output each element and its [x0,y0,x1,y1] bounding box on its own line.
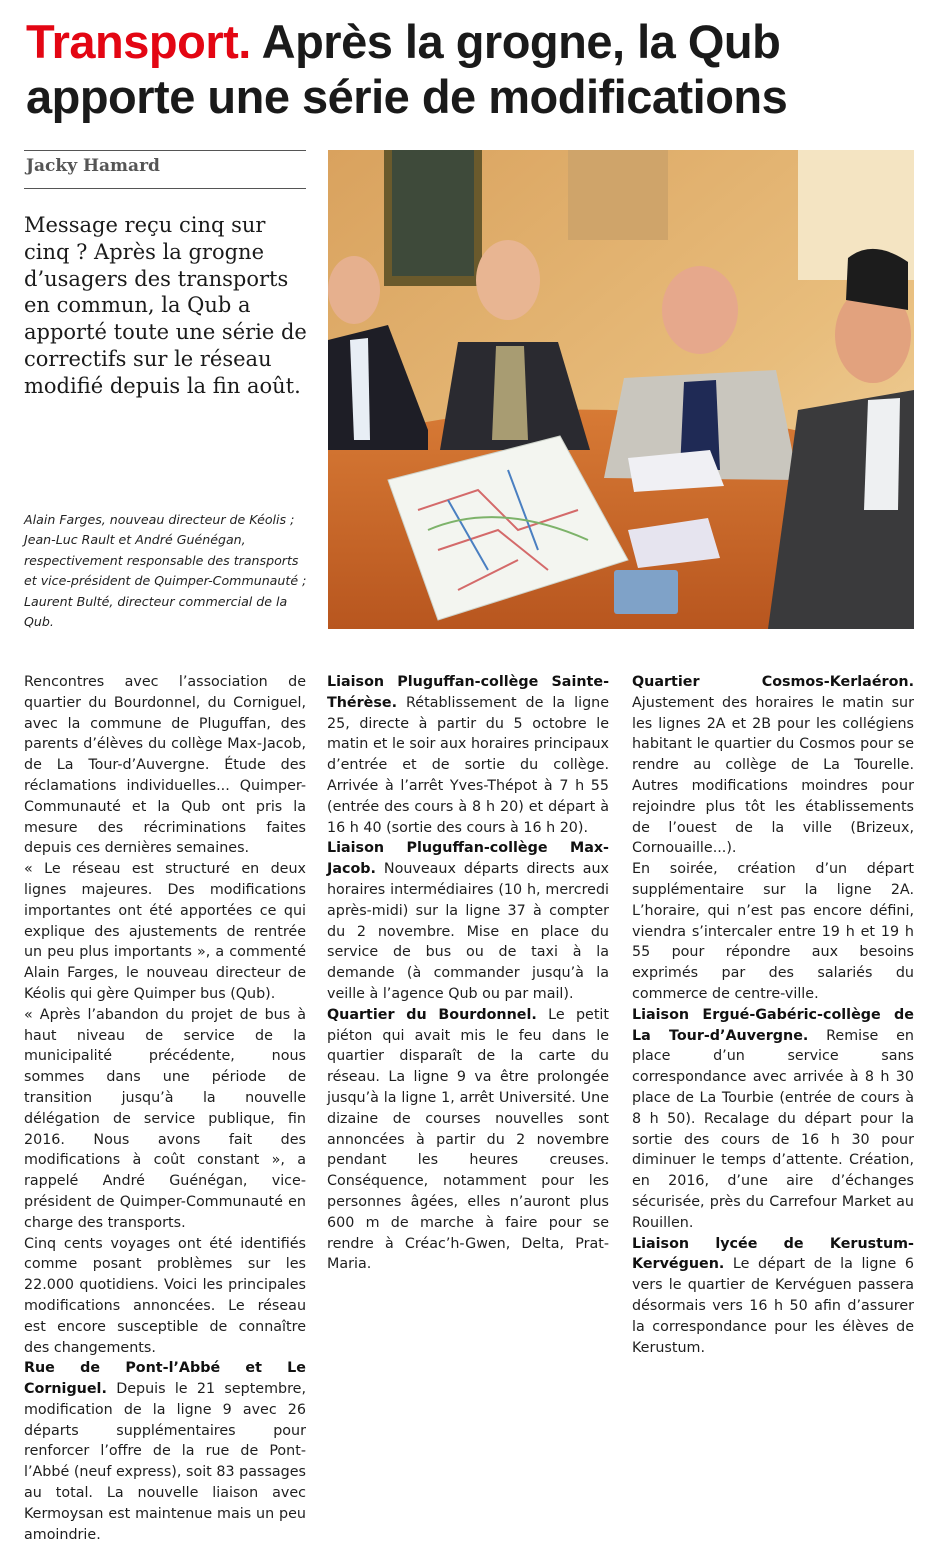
section-text: Remise en place d’un service sans correspondance avec arrivée à 8 h 30 place de La Tourbie (entrée de cours à 8 h 50). Recalage du départ pour la sortie des cours de 16 h 30 pour diminuer le temps d’attente. Création, en 2016, d’une aire d’échanges sécurisée, près du Carrefour Market au Rouillen. [632,1027,914,1231]
section-4 [327,1005,609,1275]
section-text: Nouveaux départs directs aux horaires intermédiaires (10 h, mercredi après-midi) sur la ligne 37 à compter du 2 novembre. Mise en place du service de bus ou de taxi à la demande (à commander jusqu’à la veille à l’agence Qub ou par mail). [327,861,610,1002]
section-text: Le départ de la ligne 6 vers le quartier de Kervéguen passera désormais vers 16 h 50 afin d’assurer la correspondance pour les élèves de Kerustum. [632,1256,914,1356]
headline [26,14,916,124]
section-heading: Liaison Pluguffan-collège Sainte-Thérèse. [327,674,609,711]
section-2 [327,672,609,838]
byline: Jacky Hamard [26,156,160,176]
article-photo [328,150,914,629]
section-1 [24,1358,306,1545]
section-heading: Liaison Pluguffan-collège Max-Jacob. [327,840,609,878]
section-heading: Rue de Pont-l’Abbé et Le Corniguel. [24,1360,306,1398]
column-1 [24,672,306,1545]
section-text: Depuis le 21 septembre, modification de la ligne 9 avec 26 départs supplémentaires pour renforcer l’offre de la rue de Pont-l’Abbé (neuf express), soit 83 passages au total. La nouvelle liaison avec Kermoysan est maintenue mais un peu amoindrie. [24,1381,306,1543]
section-text: Ajustement des horaires le matin sur les lignes 2A et 2B pour les collégiens habitant le quartier du Cosmos pour se rendre au collège de La Tourelle. Autres modifications moindres pour rejoindre plus tôt les établissements de l’ouest de la ville (Brizeux, Cornouaille...). [632,694,914,857]
section-7 [632,1234,914,1359]
section-heading: Quartier du Bourdonnel. [327,1006,537,1023]
paragraph: En soirée, création d’un départ supplémentaire sur la ligne 2A. L’horaire, qui n’est pas encore défini, viendra s’intercaler entre 19 h et 19 h 55 pour répondre aux besoins exprimés par des salariés du commerce de centre-ville. [632,861,914,1002]
paragraph: Cinq cents voyages ont été identifiés comme posant problèmes sur les 22.000 quotidiens. Voici les principales modifications annoncées. Le réseau est encore susceptible de connaître des changements. [24,1235,306,1356]
section-6 [632,1005,914,1234]
section-heading: Liaison Ergué-Gabéric-collège de La Tour-d’Auvergne. [632,1006,914,1044]
lead-paragraph: Message reçu cinq sur cinq ? Après la grogne d’usagers des transports en commun, la Qub a apporté toute une série de correctifs sur le réseau modifié depuis la fin août. [24,213,307,398]
byline-rule-bottom [24,188,306,189]
section-3 [327,838,609,1004]
headline-kicker: Transport. [26,15,251,68]
paragraph: « Le réseau est structuré en deux lignes majeures. Des modifications importantes ont été apportées ce qui explique des ajustements de rentrée un peu plus importants », a commenté Alain Farges, le nouveau directeur de Kéolis qui gère Quimper bus (Qub). [24,861,306,1002]
section-text: Le petit piéton qui avait mis le feu dans le quartier disparaît de la carte du réseau. La ligne 9 va être prolongée jusqu’à la ligne 1, arrêt Université. Une dizaine de courses nouvelles sont annoncées à partir du 2 novembre pendant les heures creuses. Conséquence, notamment pour les personnes âgées, elles n’auront plus 600 m de marche à faire pour se rendre à Créac’h-Gwen, Delta, Prat-Maria. [327,1006,609,1273]
photo-caption: Alain Farges, nouveau directeur de Kéolis ; Jean-Luc Rault et André Guénégan, respectivement responsable des transports et vice-président de Quimper-Communauté ; Laurent Bulté, directeur commercial de la Qub. [24,512,307,630]
paragraph: « Après l’abandon du projet de bus à haut niveau de service de la municipalité précédente, nous sommes dans une période de transition jusqu’à la nouvelle délégation de service publique, fin 2016. Nous avons fait des modifications à coût constant », a rappelé André Guénégan, vice-président de Quimper-Communauté en charge des transports. [24,1006,306,1231]
section-text: Rétablissement de la ligne 25, directe à partir du 5 octobre le matin et le soir aux horaires principaux d’entrée et de sortie du collège. Arrivée à l’arrêt Yves-Thépot à 7 h 55 (entrée des cours à 8 h 20) et départ à 16 h 40 (sortie des cours à 16 h 20). [327,694,610,836]
painting-canvas [392,150,474,276]
column-2 [327,672,609,1275]
section-heading: Quartier Cosmos-Kerlaéron. [632,674,914,690]
section-heading: Liaison lycée de Kerustum-Kervéguen. [632,1235,914,1273]
column-3 [632,672,914,1358]
headline-title: Après la grogne, la Qub apporte une série de modifications [26,15,788,123]
byline-rule-top [24,150,306,151]
section-5 [632,672,914,859]
notebook [614,570,678,614]
paragraph: Rencontres avec l’association de quartier du Bourdonnel, du Corniguel, avec la commune de Pluguffan, des parents d’élèves du collège Max-Jacob, de La Tour-d’Auvergne. Étude des réclamations individuelles... Quimper-Communauté et la Qub ont pris la mesure des récriminations faites depuis ces dernières semaines. [24,674,306,857]
